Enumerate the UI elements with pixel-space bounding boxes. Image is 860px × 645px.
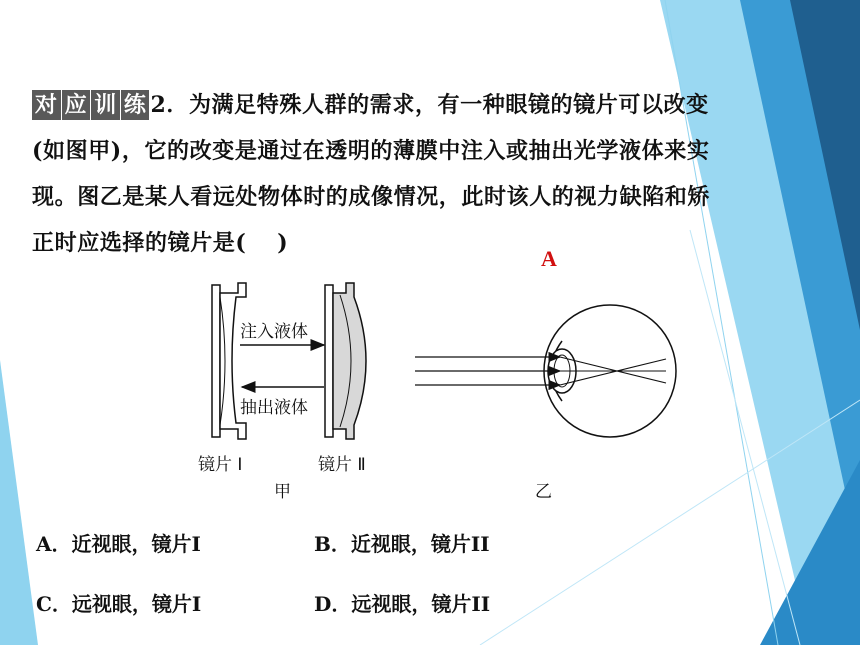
question-line-1 xyxy=(32,82,832,128)
lens-two-label: 镜片 Ⅱ xyxy=(318,455,366,475)
figure-b-caption: 乙 xyxy=(535,482,552,502)
tag-char: 练 xyxy=(121,90,150,120)
option-b[interactable]: B．近视眼，镜片II xyxy=(314,532,490,556)
tag-char: 训 xyxy=(91,90,120,120)
question-line-2: (如图甲)，它的改变是通过在透明的薄膜中注入或抽出光学液体来实 xyxy=(32,138,710,164)
figure-a-caption: 甲 xyxy=(274,482,291,502)
lens-two xyxy=(325,283,366,439)
question-lead: 2．为满足特殊人群的需求，有一种眼镜的镜片可以改变 xyxy=(150,92,709,118)
tag-char: 应 xyxy=(62,90,91,120)
inject-label: 注入液体 xyxy=(240,322,308,342)
lens-eye-figure xyxy=(190,275,680,505)
left-blue-wedge xyxy=(0,360,38,645)
practice-tag xyxy=(32,92,150,118)
question-line-3: 现。图乙是某人看远处物体时的成像情况，此时该人的视力缺陷和矫 xyxy=(32,184,711,210)
extract-label: 抽出液体 xyxy=(240,398,308,418)
lens-one-label: 镜片 Ⅰ xyxy=(198,455,243,475)
tag-char: 对 xyxy=(32,90,61,120)
answer-mark: A xyxy=(541,246,557,271)
option-d[interactable]: D．远视眼，镜片II xyxy=(314,592,491,616)
question-text xyxy=(32,82,832,266)
option-c[interactable]: C．远视眼，镜片I xyxy=(36,592,202,616)
question-line-4: 正时应选择的镜片是( ) xyxy=(32,230,289,256)
option-a[interactable]: A．近视眼，镜片I xyxy=(36,532,201,556)
eye-diagram xyxy=(415,305,676,437)
